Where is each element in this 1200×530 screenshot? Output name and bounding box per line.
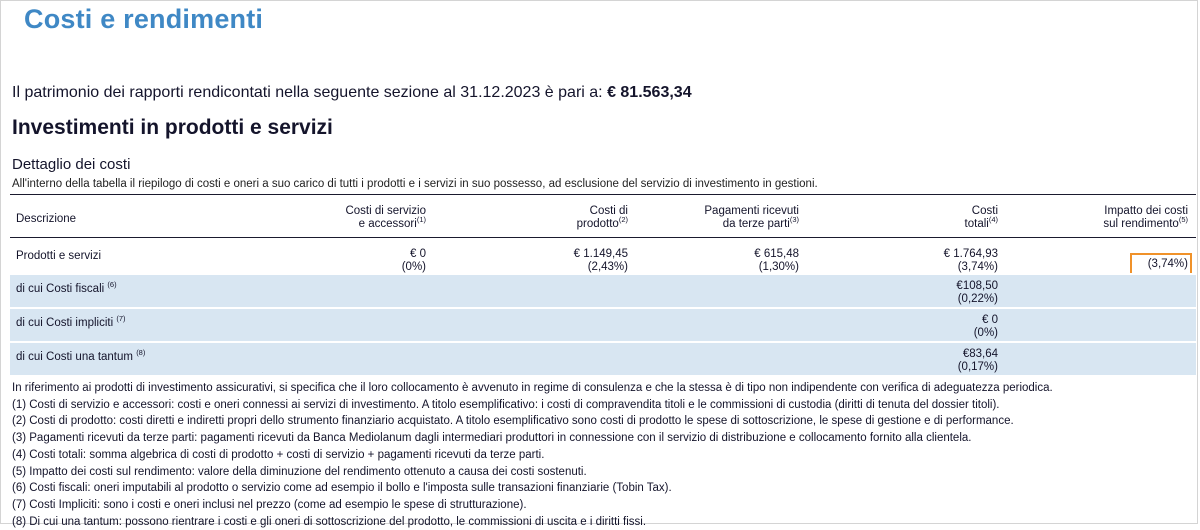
- row-label-text: di cui Costi impliciti: [16, 317, 114, 329]
- costs-table: [10, 194, 1196, 375]
- footnote-ref: (4): [988, 215, 998, 225]
- note-4: (4) Costi totali: somma algebrica di costi di prodotto + costi di servizio + pagamenti ricevuti da terze parti.: [12, 448, 545, 461]
- cell-pagamenti-ricevuti: [754, 248, 799, 274]
- row-label-text: di cui Costi fiscali: [16, 283, 105, 295]
- header-impatto-line2: [1103, 215, 1188, 231]
- percentage: (0%): [401, 261, 426, 273]
- footnote-ref: (3): [789, 215, 799, 225]
- cell-costi-totali: [958, 348, 998, 374]
- header-costi-prodotto-text: prodotto: [576, 218, 619, 230]
- cell-impatto-costi: [1148, 258, 1188, 271]
- row-label: Prodotti e servizi: [16, 250, 102, 262]
- row-label-text: di cui Costi una tantum: [16, 351, 133, 363]
- table-row-prodotti-servizi: [10, 238, 1196, 273]
- table-row-costi-impliciti: [10, 307, 1196, 341]
- percentage: (3,74%): [1147, 258, 1188, 270]
- percentage: (1,30%): [758, 261, 799, 273]
- cell-costi-prodotto: [574, 248, 628, 274]
- cell-costi-servizio: [402, 248, 426, 274]
- value: € 1.764,93: [943, 248, 998, 260]
- header-costi-servizio-line2: [345, 215, 426, 231]
- footnote-ref: (5): [1178, 215, 1188, 225]
- note-2: (2) Costi di prodotto: costi diretti e indiretti propri dello strumento finanziario acquistato. A titolo esemplificativo sono costi di prodotto le spese di sottoscrizione, le spese di gestione e di performance.: [12, 415, 1014, 428]
- table-row-costi-fiscali: [10, 273, 1196, 307]
- header-costi-totali-line2: [964, 215, 998, 231]
- footnote-ref: (6): [107, 280, 117, 290]
- header-costi-totali-text: totali: [964, 218, 989, 230]
- percentage: (0%): [973, 327, 998, 339]
- header-descrizione: Descrizione: [16, 213, 77, 225]
- header-impatto-text: sul rendimento: [1103, 218, 1179, 230]
- footnote-ref: (1): [416, 215, 426, 225]
- footnote-ref: (8): [136, 348, 146, 358]
- cell-costi-totali: [974, 314, 998, 340]
- header-costi-prodotto-line1: Costi di: [589, 205, 628, 217]
- footnote-ref: (7): [116, 314, 126, 324]
- value: € 0: [410, 248, 426, 260]
- section-heading: Investimenti in prodotti e servizi: [12, 116, 333, 139]
- note-6: (6) Costi fiscali: oneri imputabili al prodotto o servizio come ad esempio il bollo e l'imposta sulle transazioni finanziarie (Tobin Tax).: [12, 482, 672, 495]
- header-costi-prodotto: [577, 205, 628, 231]
- header-impatto-costi: [1103, 205, 1188, 231]
- note-1: (1) Costi di servizio e accessori: costi e oneri connessi ai servizi di investimento. A titolo esemplificativo: i costi di compravendita titoli e le commissioni di custodia (diritti di tenuta del dossier titoli).: [12, 398, 1000, 411]
- table-header-row: [10, 195, 1196, 238]
- percentage: (3,74%): [957, 261, 998, 273]
- note-8: (8) Di cui una tantum: possono rientrare i costi e gli oneri di sottoscrizione del prodotto, le commissioni di uscita e i diritti fissi.: [12, 515, 647, 528]
- row-label: [16, 314, 126, 330]
- header-costi-servizio-line1: Costi di servizio: [345, 205, 426, 217]
- patrimonio-statement: [12, 84, 692, 102]
- header-costi-servizio: [345, 205, 426, 231]
- note-intro: In riferimento ai prodotti di investimento assicurativi, si specifica che il loro collocamento è avvenuto in regime di consulenza e che la stessa è di tipo non indipendente con verifica di adeguatezza periodica.: [12, 382, 1053, 394]
- value: € 0: [982, 314, 998, 326]
- patrimonio-text: Il patrimonio dei rapporti rendicontati nella seguente sezione al 31.12.2023 è pari a:: [12, 84, 603, 101]
- header-costi-prodotto-line2: [576, 215, 628, 231]
- note-5: (5) Impatto dei costi sul rendimento: valore della diminuzione del rendimento ottenuto a causa dei costi sostenuti.: [12, 465, 587, 478]
- page-title: Costi e rendimenti: [24, 4, 264, 34]
- row-label: [16, 280, 117, 296]
- value: €83,64: [962, 348, 998, 360]
- percentage: (0,22%): [957, 293, 998, 305]
- cell-costi-totali: [944, 248, 998, 274]
- header-pagamenti-ricevuti: [704, 205, 799, 231]
- header-pagamenti-line2: [704, 215, 799, 231]
- value: €108,50: [956, 280, 998, 292]
- footnote-ref: (2): [618, 215, 628, 225]
- intro-text: All'interno della tabella il riepilogo di costi e oneri a suo carico di tutti i prodotti e i servizi in suo possesso, ad esclusione del servizio di investimento in gestioni.: [12, 178, 818, 190]
- header-impatto-line1: Impatto dei costi: [1104, 205, 1188, 217]
- value: € 1.149,45: [573, 248, 628, 260]
- note-7: (7) Costi Impliciti: sono i costi e oneri inclusi nel prezzo (come ad esempio le spese di strutturazione).: [12, 498, 527, 511]
- note-3: (3) Pagamenti ricevuti da terze parti: pagamenti ricevuti da Banca Mediolanum dagli intermediari produttori in connessione con il servizio di distribuzione e collocamento fornito alla clientela.: [12, 432, 972, 445]
- header-costi-totali-line1: Costi: [971, 205, 998, 217]
- row-label: [16, 348, 146, 364]
- percentage: (0,17%): [957, 361, 998, 373]
- header-pagamenti-line1: Pagamenti ricevuti: [704, 205, 799, 217]
- cell-costi-totali: [956, 280, 998, 306]
- value: € 615,48: [754, 248, 799, 260]
- table-row-costi-una-tantum: [10, 341, 1196, 375]
- header-costi-servizio-text: e accessori: [358, 218, 417, 230]
- patrimonio-amount: € 81.563,34: [607, 84, 692, 101]
- header-costi-totali: [965, 205, 998, 231]
- sub-heading: Dettaglio dei costi: [12, 156, 131, 173]
- header-pagamenti-text: da terze parti: [722, 218, 790, 230]
- percentage: (2,43%): [587, 261, 628, 273]
- footnotes: [12, 380, 1192, 530]
